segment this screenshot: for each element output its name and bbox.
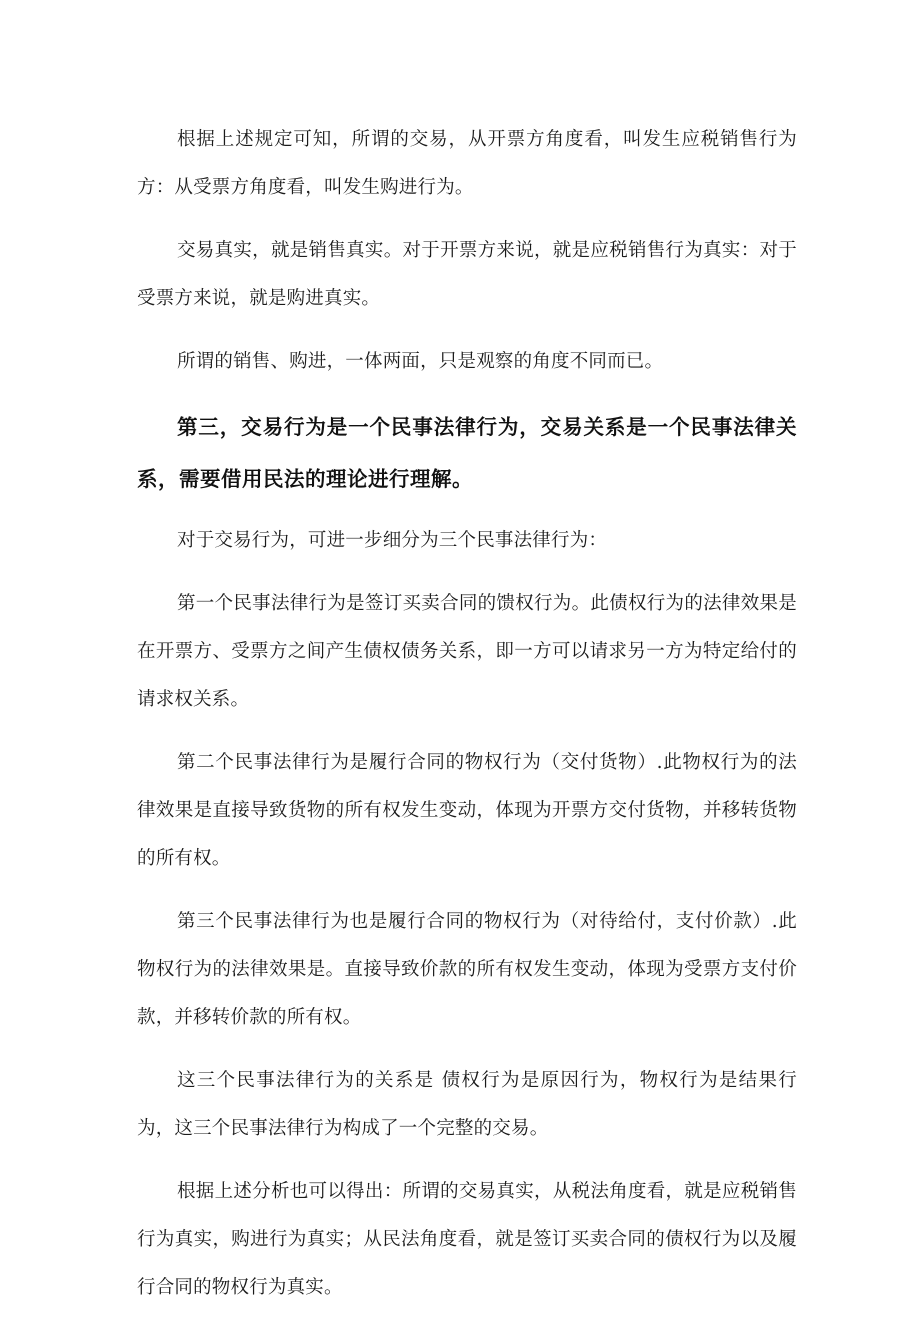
paragraph-three-acts-intro: 对于交易行为，可进一步细分为三个民事法律行为： — [177, 530, 608, 551]
paragraph-two-sides: 所谓的销售、购进，一体两面，只是观察的角度不同而已。 — [177, 351, 664, 372]
paragraph-conclusion: 根据上述分析也可以得出：所谓的交易真实，从税法角度看，就是应税销售行为真实，购进行为真实；从民法角度看，就是签订买卖合同的债权行为以及履行合同的物权行为真实。 — [137, 1181, 797, 1298]
section-heading-third: 第三，交易行为是一个民事法律行为，交易关系是一个民事法律关系，需要借用民法的理论进行理解。 — [137, 415, 797, 491]
document-body — [137, 116, 797, 1327]
paragraph-transaction-definition: 根据上述规定可知，所谓的交易，从开票方角度看，叫发生应税销售行为方：从受票方角度看，叫发生购进行为。 — [137, 129, 797, 198]
paragraph-transaction-truth: 交易真实，就是销售真实。对于开票方来说，就是应税销售行为真实：对于受票方来说，就是购进真实。 — [137, 240, 797, 309]
paragraph-second-act: 第二个民事法律行为是履行合同的物权行为（交付货物）.此物权行为的法律效果是直接导致货物的所有权发生变动，体现为开票方交付货物，并移转货物的所有权。 — [137, 752, 797, 869]
paragraph-first-act: 第一个民事法律行为是签订买卖合同的馈权行为。此债权行为的法律效果是在开票方、受票方之间产生债权债务关系，即一方可以请求另一方为特定给付的请求权关系。 — [137, 593, 797, 710]
paragraph-third-act: 第三个民事法律行为也是履行合同的物权行为（对待给付，支付价款）.此物权行为的法律效果是。直接导致价款的所有权发生变动，体现为受票方支付价款，并移转价款的所有权。 — [137, 911, 797, 1028]
paragraph-acts-relationship: 这三个民事法律行为的关系是 债权行为是原因行为，物权行为是结果行为，这三个民事法律行为构成了一个完整的交易。 — [137, 1070, 797, 1139]
